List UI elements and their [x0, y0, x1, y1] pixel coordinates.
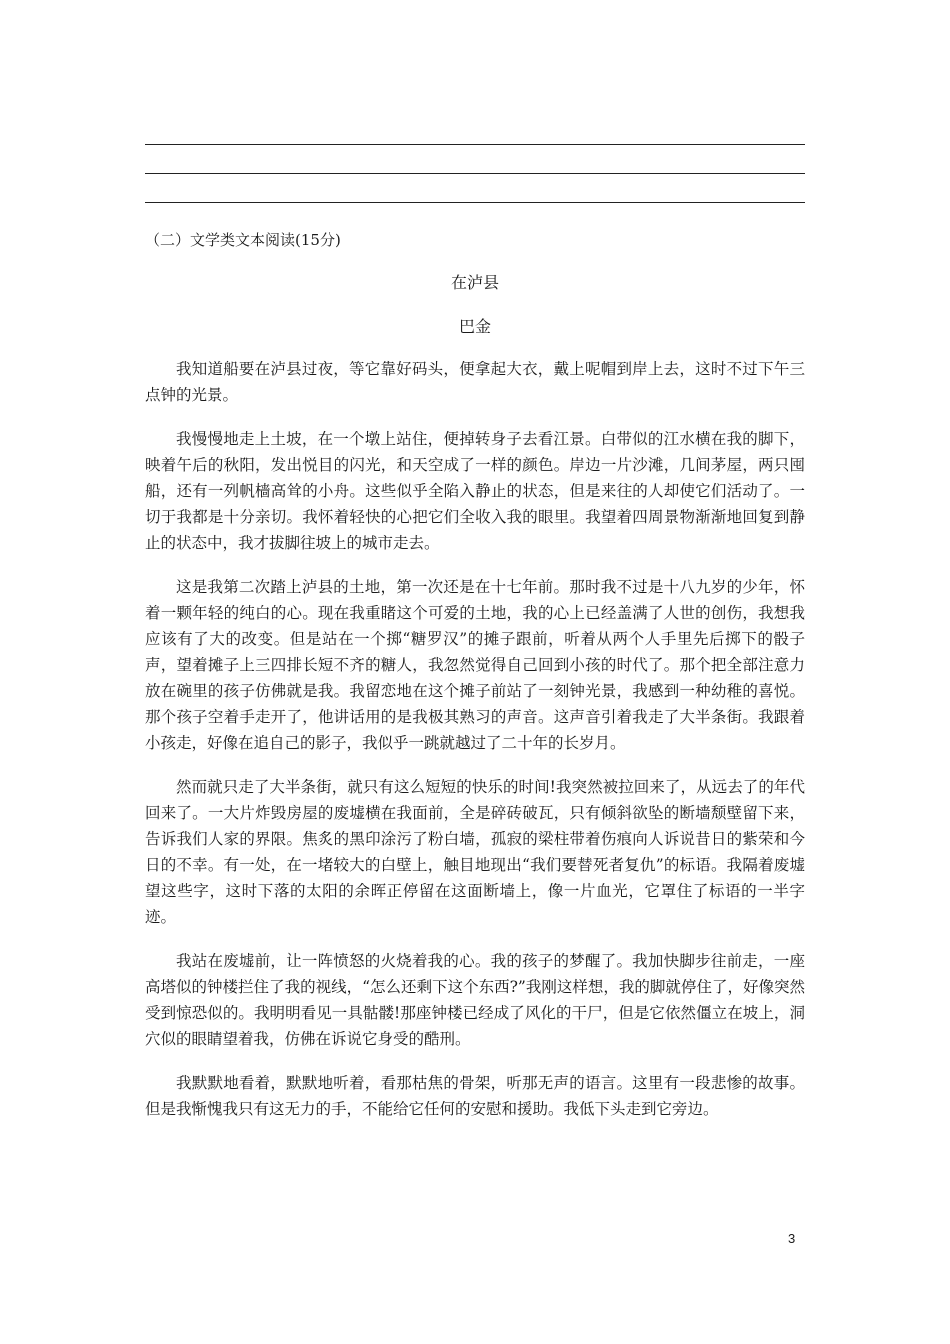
paragraph-4: 然而就只走了大半条街，就只有这么短短的快乐的时间!我突然被拉回来了，从远去了的年代回来了。一大片炸毁房屋的废墟横在我面前，全是碎砖破瓦，只有倾斜欲坠的断墙颓壁留下来，告诉我们人家的界限。焦炙的黑印涂污了粉白墙，孤寂的梁柱带着伤痕向人诉说昔日的紫荣和今日的不幸。有一处，在一堵较大的白壁上，触目地现出“我们要替死者复仇”的标语。我隔着废墟望这些字，这时下落的太阳的余晖正停留在这面断墙上，像一片血光，它罩住了标语的一半字迹。 [145, 778, 805, 926]
paragraph-1: 我知道船要在泸县过夜，等它靠好码头，便拿起大衣，戴上呢帽到岸上去，这时不过下午三点钟的光景。 [145, 360, 805, 404]
article-title: 在泸县 [450, 273, 499, 292]
answer-line-3 [145, 202, 805, 203]
paragraph-5: 我站在废墟前，让一阵愤怒的火烧着我的心。我的孩子的梦醒了。我加快脚步往前走，一座高塔似的钟楼拦住了我的视线，“怎么还剩下这个东西?”我刚这样想，我的脚就停住了，好像突然受到惊恐似的。我明明看见一具骷髅!那座钟楼已经成了风化的干尸，但是它依然僵立在坡上，洞穴似的眼睛望着我，仿佛在诉说它身受的酷刑。 [145, 952, 805, 1048]
answer-line-2 [145, 173, 805, 174]
article-body [145, 356, 805, 1140]
paragraph-2: 我慢慢地走上土坡，在一个墩上站住，便掉转身子去看江景。白带似的江水横在我的脚下，映着午后的秋阳，发出悦目的闪光，和天空成了一样的颜色。岸边一片沙滩，几间茅屋，两只囤船，还有一列帆樯高耸的小舟。这些似乎全陷入静止的状态，但是来往的人却使它们活动了。一切于我都是十分亲切。我怀着轻快的心把它们全收入我的眼里。我望着四周景物渐渐地回复到静止的状态中，我才拔脚往坡上的城市走去。 [145, 430, 805, 552]
section-heading: （二）文学类文本阅读(15分) [145, 231, 341, 249]
paragraph-3: 这是我第二次踏上泸县的土地，第一次还是在十七年前。那时我不过是十八九岁的少年，怀着一颗年轻的纯白的心。现在我重睹这个可爱的土地，我的心上已经盖满了人世的创伤，我想我应该有了大的改变。但是站在一个掷“糖罗汉”的摊子跟前，听着从两个人手里先后掷下的骰子声，望着摊子上三四排长短不齐的糖人，我忽然觉得自己回到小孩的时代了。那个把全部注意力放在碗里的孩子仿佛就是我。我留恋地在这个摊子前站了一刻钟光景，我感到一种幼稚的喜悦。那个孩子空着手走开了，他讲话用的是我极其熟习的声音。这声音引着我走了大半条街。我跟着小孩走，好像在追自己的影子，我似乎一跳就越过了二十年的长岁月。 [145, 578, 805, 752]
article-author: 巴金 [458, 317, 491, 336]
paragraph-6: 我默默地看着，默默地听着，看那枯焦的骨架，听那无声的语言。这里有一段悲惨的故事。但是我惭愧我只有这无力的手，不能给它任何的安慰和援助。我低下头走到它旁边。 [145, 1074, 805, 1118]
page-number: 3 [788, 1231, 796, 1246]
answer-line-1 [145, 144, 805, 145]
